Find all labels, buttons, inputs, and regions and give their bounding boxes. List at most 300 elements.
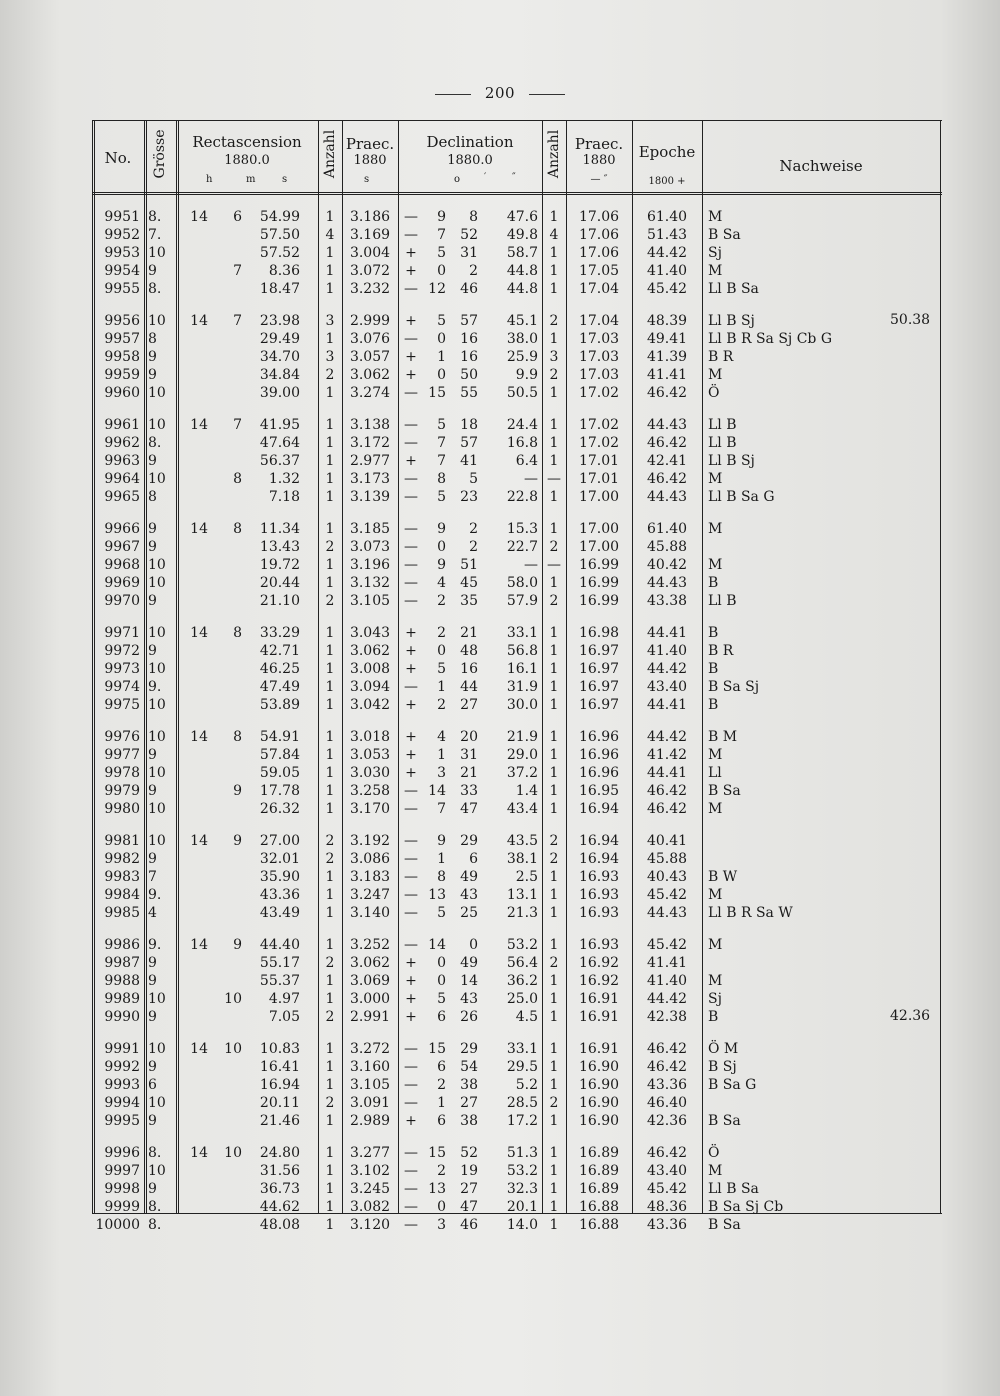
cell-anzahl: 1 [325,1113,335,1129]
cell-epoche: 41.40 [646,643,688,659]
cell-decl-sign: + [405,1009,417,1025]
cell-ra-s: 57.52 [259,245,300,261]
cell-ra-s: 33.29 [259,625,300,641]
cell-groesse: 9 [148,955,157,971]
cell-anzahl-2: — [547,471,561,487]
cell-ra-s: 7.18 [268,489,300,505]
cell-ra-s: 48.08 [259,1217,300,1233]
cell-decl-sec: 38.0 [506,331,538,347]
cell-decl-sign: — [404,593,418,609]
cell-no: 9978 [104,765,140,781]
cell-praec-decl: 16.90 [578,1059,620,1075]
cell-decl-sign: + [405,1113,417,1129]
cell-ra-h: 14 [190,521,208,537]
cell-praec-decl: 16.96 [578,765,620,781]
cell-decl-min: 27 [460,1095,478,1111]
cell-anzahl-2: 1 [549,1217,559,1233]
cell-nachweise: B Sa [708,783,741,799]
cell-nachweise: Ll B Sa G [708,489,775,505]
cell-anzahl: 1 [325,801,335,817]
cell-decl-sign: — [404,209,418,225]
cell-anzahl: 3 [325,313,335,329]
cell-no: 9979 [104,783,140,799]
cell-anzahl: 1 [325,625,335,641]
cell-decl-sec: 36.2 [506,973,538,989]
cell-groesse: 10 [148,313,166,329]
cell-decl-sec: 47.6 [506,209,538,225]
cell-groesse: 8. [148,1145,162,1161]
cell-praec-ra: 3.102 [349,1163,391,1179]
cell-no: 9977 [104,747,140,763]
cell-epoche: 44.42 [646,991,688,1007]
cell-anzahl-2: 1 [549,1041,559,1057]
cell-anzahl: 1 [325,471,335,487]
cell-anzahl-2: 1 [549,887,559,903]
cell-anzahl-2: 1 [549,973,559,989]
cell-decl-min: 57 [460,435,478,451]
cell-praec-ra: 3.139 [349,489,391,505]
cell-decl-sign: — [404,1095,418,1111]
cell-groesse: 10 [148,557,166,573]
cell-decl-min: 47 [460,801,478,817]
cell-groesse: 8 [148,331,157,347]
cell-epoche: 45.42 [646,937,688,953]
cell-decl-sec: 24.4 [506,417,538,433]
cell-nachweise: B R [708,349,734,365]
cell-praec-ra: 3.105 [349,593,391,609]
cell-nachweise: B [708,661,719,677]
cell-praec-decl: 16.97 [578,661,620,677]
cell-epoche: 46.42 [646,385,688,401]
cell-groesse: 9 [148,973,157,989]
cell-groesse: 9 [148,349,157,365]
header-decl: Declination [426,133,514,151]
cell-decl-min: 8 [469,209,478,225]
cell-no: 9987 [104,955,140,971]
cell-groesse: 10 [148,417,166,433]
cell-no: 9972 [104,643,140,659]
cell-praec-ra: 3.082 [349,1199,391,1215]
cell-decl-sec: 30.0 [506,697,538,713]
cell-no: 9990 [104,1009,140,1025]
cell-praec-decl: 16.92 [578,955,620,971]
cell-groesse: 8. [148,1199,162,1215]
cell-no: 9974 [104,679,140,695]
col-line [144,120,147,1213]
cell-decl-deg: 6 [437,1113,446,1129]
cell-anzahl-2: 1 [549,729,559,745]
cell-groesse: 8. [148,209,162,225]
cell-anzahl: 1 [325,697,335,713]
cell-anzahl-2: 1 [549,905,559,921]
page-number [0,84,1000,102]
header-groesse: Grösse [152,129,168,179]
cell-decl-sign: + [405,625,417,641]
cell-anzahl: 2 [325,1095,335,1111]
cell-decl-deg: 5 [437,313,446,329]
cell-anzahl-2: 1 [549,331,559,347]
cell-ra-s: 27.00 [259,833,300,849]
cell-praec-decl: 16.89 [578,1163,620,1179]
cell-no: 9966 [104,521,140,537]
cell-anzahl: 3 [325,349,335,365]
cell-decl-sign: — [404,851,418,867]
cell-decl-deg: 14 [428,937,446,953]
cell-anzahl-2: 1 [549,869,559,885]
cell-decl-deg: 9 [437,521,446,537]
cell-ra-s: 18.47 [259,281,300,297]
cell-decl-sec: 9.9 [515,367,538,383]
cell-ra-s: 34.70 [259,349,300,365]
cell-epoche: 40.42 [646,557,688,573]
cell-ra-s: 43.36 [259,887,300,903]
header-ra-epoch: 1880.0 [224,153,270,168]
cell-decl-deg: 8 [437,869,446,885]
cell-nachweise: M [708,937,723,953]
cell-epoche: 43.36 [646,1077,688,1093]
cell-nachweise: Sj [708,991,722,1007]
cell-ra-m: 8 [233,521,242,537]
cell-decl-min: 0 [469,937,478,953]
cell-praec-decl: 17.06 [578,227,620,243]
cell-decl-deg: 14 [428,783,446,799]
cell-anzahl: 1 [325,385,335,401]
table-top-border [92,120,942,121]
cell-praec-decl: 16.90 [578,1095,620,1111]
cell-praec-decl: 17.01 [578,471,620,487]
col-line [632,120,633,1213]
cell-decl-sec: 17.2 [506,1113,538,1129]
cell-anzahl-2: 2 [549,367,559,383]
cell-ra-s: 42.71 [259,643,300,659]
cell-nachweise: B Sa [708,227,741,243]
cell-ra-s: 57.50 [259,227,300,243]
cell-nachweise: B M [708,729,738,745]
cell-anzahl-2: 1 [549,1181,559,1197]
header-epoche: Epoche [638,143,696,161]
cell-anzahl-2: 1 [549,281,559,297]
cell-decl-deg: 2 [437,1077,446,1093]
cell-decl-deg: 0 [437,973,446,989]
cell-groesse: 10 [148,1163,166,1179]
cell-epoche: 42.38 [646,1009,688,1025]
cell-groesse: 9 [148,1113,157,1129]
cell-anzahl: 1 [325,1181,335,1197]
cell-decl-sign: + [405,765,417,781]
cell-praec-ra: 3.186 [349,209,391,225]
col-line [398,120,399,1213]
cell-anzahl-2: 2 [549,1095,559,1111]
cell-decl-sec: 20.1 [506,1199,538,1215]
cell-decl-sign: — [404,801,418,817]
cell-anzahl-2: 1 [549,697,559,713]
cell-groesse: 10 [148,729,166,745]
cell-ra-s: 31.56 [259,1163,300,1179]
cell-no: 9960 [104,385,140,401]
cell-praec-ra: 3.042 [349,697,391,713]
cell-decl-sign: — [404,1059,418,1075]
cell-decl-deg: 0 [437,367,446,383]
cell-praec-ra: 3.192 [349,833,391,849]
cell-decl-sign: — [404,1181,418,1197]
header-no: No. [104,149,132,167]
cell-praec-decl: 16.99 [578,575,620,591]
cell-anzahl: 1 [325,937,335,953]
cell-epoche: 44.43 [646,489,688,505]
cell-anzahl: 4 [325,227,335,243]
cell-epoche: 46.42 [646,783,688,799]
cell-epoche: 40.43 [646,869,688,885]
cell-decl-sign: — [404,1145,418,1161]
cell-decl-sec: 21.9 [506,729,538,745]
cell-anzahl: 1 [325,417,335,433]
cell-epoche: 44.43 [646,417,688,433]
cell-praec-ra: 3.172 [349,435,391,451]
cell-decl-sec: 4.5 [515,1009,538,1025]
header-separator [92,192,942,195]
rule-left [435,94,471,95]
cell-groesse: 9 [148,1181,157,1197]
cell-praec-ra: 3.185 [349,521,391,537]
cell-nachweise: M [708,747,723,763]
cell-anzahl: 1 [325,521,335,537]
cell-praec-decl: 16.91 [578,991,620,1007]
cell-groesse: 7. [148,227,162,243]
cell-praec-ra: 3.245 [349,1181,391,1197]
cell-praec-ra: 3.277 [349,1145,391,1161]
cell-nachweise: Ll B [708,593,737,609]
cell-no: 9964 [104,471,140,487]
cell-no: 9967 [104,539,140,555]
cell-anzahl: 1 [325,1163,335,1179]
cell-ra-s: 44.40 [259,937,300,953]
cell-anzahl: 1 [325,729,335,745]
cell-anzahl: 1 [325,661,335,677]
cell-epoche: 61.40 [646,209,688,225]
header-ra-s: s [282,174,288,185]
cell-groesse: 8 [148,489,157,505]
cell-decl-sign: — [404,435,418,451]
cell-epoche: 45.42 [646,887,688,903]
header-epoche-sub: 1800 + [648,176,686,187]
cell-anzahl: 1 [325,747,335,763]
cell-groesse: 9 [148,1059,157,1075]
cell-decl-sign: — [404,575,418,591]
cell-no: 9991 [104,1041,140,1057]
cell-no: 9992 [104,1059,140,1075]
cell-epoche: 45.42 [646,281,688,297]
cell-no: 9993 [104,1077,140,1093]
cell-decl-min: 44 [460,679,478,695]
cell-nachweise: M [708,1163,723,1179]
cell-decl-deg: 0 [437,955,446,971]
cell-anzahl-2: 1 [549,643,559,659]
cell-anzahl-2: 1 [549,1199,559,1215]
cell-decl-sec: 22.7 [506,539,538,555]
cell-decl-sign: — [404,887,418,903]
cell-nachweise: Ll B R Sa W [708,905,793,921]
cell-decl-sec: 5.2 [515,1077,538,1093]
cell-decl-deg: 15 [428,1041,446,1057]
cell-decl-sec: 57.9 [506,593,538,609]
cell-decl-sec: 1.4 [515,783,538,799]
cell-decl-sec: 43.5 [506,833,538,849]
cell-ra-s: 7.05 [268,1009,300,1025]
cell-no: 9981 [104,833,140,849]
cell-decl-sign: + [405,349,417,365]
cell-no: 10000 [95,1217,140,1233]
cell-praec-decl: 16.92 [578,973,620,989]
cell-no: 9973 [104,661,140,677]
cell-decl-sec: 58.7 [506,245,538,261]
cell-praec-ra: 3.018 [349,729,391,745]
cell-groesse: 10 [148,471,166,487]
cell-decl-sec: 44.8 [506,263,538,279]
cell-decl-min: 27 [460,697,478,713]
cell-no: 9995 [104,1113,140,1129]
cell-praec-ra: 3.057 [349,349,391,365]
cell-anzahl-2: 1 [549,1077,559,1093]
cell-anzahl-2: 1 [549,661,559,677]
cell-praec-ra: 3.120 [349,1217,391,1233]
cell-decl-deg: 1 [437,747,446,763]
cell-ra-m: 9 [233,783,242,799]
cell-decl-sec: 13.1 [506,887,538,903]
cell-anzahl: 1 [325,783,335,799]
cell-praec-decl: 16.97 [578,679,620,695]
cell-praec-decl: 16.94 [578,801,620,817]
cell-anzahl-2: 1 [549,1009,559,1025]
cell-no: 9984 [104,887,140,903]
cell-decl-sign: — [404,1163,418,1179]
cell-groesse: 7 [148,869,157,885]
cell-decl-min: 26 [460,1009,478,1025]
cell-praec-ra: 3.140 [349,905,391,921]
cell-decl-deg: 5 [437,661,446,677]
cell-ra-h: 14 [190,729,208,745]
cell-decl-min: 55 [460,385,478,401]
cell-anzahl: 1 [325,281,335,297]
cell-ra-m: 7 [233,417,242,433]
cell-decl-sign: — [404,417,418,433]
cell-decl-deg: 4 [437,575,446,591]
cell-decl-sign: + [405,313,417,329]
cell-no: 9956 [104,313,140,329]
cell-no: 9994 [104,1095,140,1111]
cell-groesse: 9 [148,1009,157,1025]
cell-anzahl-2: 3 [549,349,559,365]
cell-ra-s: 43.49 [259,905,300,921]
cell-epoche: 44.41 [646,765,688,781]
cell-decl-sec: 50.5 [506,385,538,401]
cell-no: 9963 [104,453,140,469]
cell-decl-sign: — [404,557,418,573]
cell-epoche: 46.42 [646,435,688,451]
cell-nachweise: M [708,263,723,279]
cell-no: 9951 [104,209,140,225]
cell-epoche: 48.36 [646,1199,688,1215]
cell-epoche: 46.42 [646,1041,688,1057]
cell-decl-sign: — [404,521,418,537]
cell-praec-ra: 3.062 [349,955,391,971]
cell-decl-deg: 7 [437,227,446,243]
cell-praec-decl: 17.00 [578,489,620,505]
cell-decl-sign: — [404,489,418,505]
cell-epoche: 45.42 [646,1181,688,1197]
cell-no: 9958 [104,349,140,365]
cell-epoche: 46.42 [646,1145,688,1161]
cell-ra-s: 26.32 [259,801,300,817]
cell-no: 9976 [104,729,140,745]
cell-decl-deg: 1 [437,1095,446,1111]
cell-decl-min: 2 [469,263,478,279]
cell-epoche: 44.41 [646,625,688,641]
cell-groesse: 9 [148,747,157,763]
cell-ra-s: 47.49 [259,679,300,695]
cell-no: 9969 [104,575,140,591]
cell-anzahl: 1 [325,1041,335,1057]
cell-nachweise: Ll B Sa [708,1181,759,1197]
cell-decl-deg: 8 [437,471,446,487]
cell-praec-ra: 3.053 [349,747,391,763]
cell-ra-m: 7 [233,313,242,329]
cell-decl-min: 25 [460,905,478,921]
cell-nachweise: B Sj [708,1059,737,1075]
cell-anzahl-2: 1 [549,765,559,781]
cell-praec-decl: 16.97 [578,643,620,659]
cell-ra-m: 9 [233,833,242,849]
cell-decl-sign: + [405,245,417,261]
cell-anzahl: 1 [325,1077,335,1093]
cell-praec-ra: 3.004 [349,245,391,261]
cell-groesse: 9 [148,453,157,469]
cell-no: 9975 [104,697,140,713]
cell-nachweise: Ll B R Sa Sj Cb G [708,331,833,347]
cell-ra-s: 19.72 [259,557,300,573]
cell-decl-sec: 29.0 [506,747,538,763]
cell-decl-deg: 1 [437,851,446,867]
cell-no: 9965 [104,489,140,505]
cell-epoche: 43.36 [646,1217,688,1233]
header-anzahl: Anzahl [322,129,338,179]
cell-decl-min: 2 [469,539,478,555]
cell-decl-deg: 5 [437,417,446,433]
cell-decl-min: 41 [460,453,478,469]
cell-epoche: 42.36 [646,1113,688,1129]
cell-praec-ra: 2.991 [349,1009,391,1025]
cell-decl-min: 2 [469,521,478,537]
cell-ra-h: 14 [190,1145,208,1161]
cell-praec-ra: 3.196 [349,557,391,573]
cell-ra-s: 16.94 [259,1077,300,1093]
cell-anzahl: 1 [325,1199,335,1215]
cell-decl-sign: — [404,471,418,487]
header-praec-decl-unit: — ″ [590,174,608,185]
cell-decl-sign: + [405,367,417,383]
cell-decl-sec: 32.3 [506,1181,538,1197]
cell-decl-deg: 9 [437,557,446,573]
cell-ra-s: 8.36 [268,263,300,279]
cell-praec-ra: 3.000 [349,991,391,1007]
cell-epoche: 44.42 [646,245,688,261]
cell-decl-min: 45 [460,575,478,591]
cell-decl-sec: 2.5 [515,869,538,885]
cell-praec-decl: 16.91 [578,1041,620,1057]
cell-ra-s: 10.83 [259,1041,300,1057]
cell-decl-min: 49 [460,955,478,971]
cell-ra-s: 56.37 [259,453,300,469]
cell-decl-min: 52 [460,227,478,243]
